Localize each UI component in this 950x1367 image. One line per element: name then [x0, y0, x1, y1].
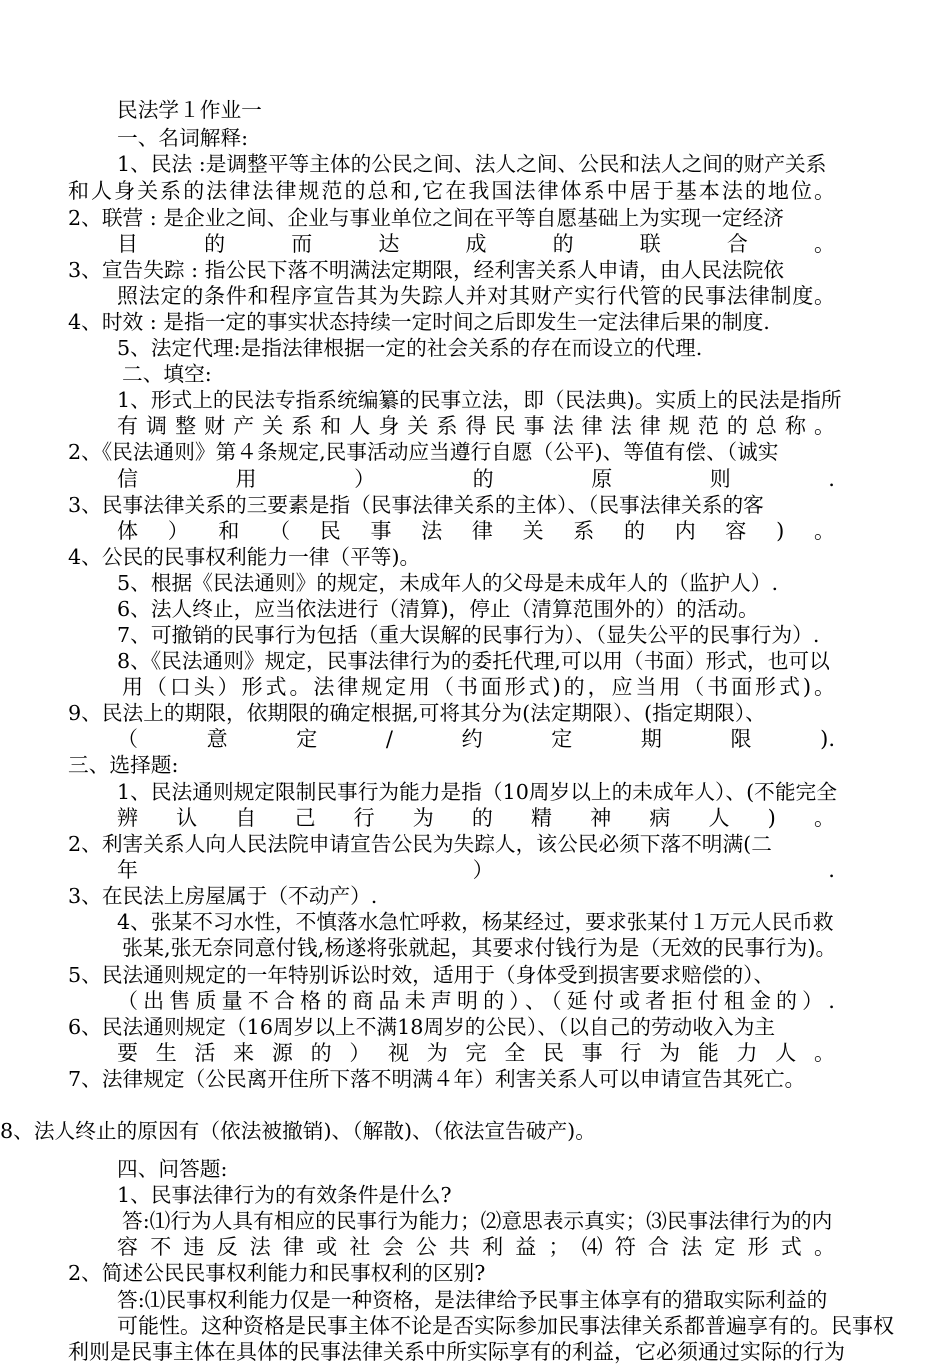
- text-line-content: 8、《民法通则》规定，民事法律行为的委托代理,可以用（书面）形式，也可以: [117, 649, 830, 673]
- text-line-content: 5、法定代理:是指法律根据一定的社会关系的存在而设立的代理.: [117, 336, 703, 360]
- text-line-content: 1、形式上的民法专指系统编纂的民事立法，即（民法典)。实质上的民法是指所: [117, 388, 842, 412]
- text-line-content: （出售质量不合格的商品未声明的）、（延付或者拒付租金的）.: [117, 989, 835, 1013]
- text-line: [0, 1182, 950, 1210]
- text-line: [0, 1014, 950, 1042]
- text-line: [0, 151, 950, 179]
- blank-line: [0, 1092, 950, 1120]
- text-line-content: 4、时效 : 是指一定的事实状态持续一定时间之后即发生一定法律后果的制度.: [68, 310, 770, 334]
- text-line-content: 信用）的原则.: [117, 467, 835, 491]
- text-line-content: 2、《民法通则》第４条规定,民事活动应当遵行自愿（公平)、等值有偿、（诚实: [68, 440, 779, 464]
- text-line: [0, 178, 950, 206]
- text-line: [0, 779, 950, 807]
- text-line-content: 8、法人终止的原因有（依法被撤销)、（解散)、（依法宣告破产)。: [0, 1119, 596, 1143]
- text-line-content: 1、民事法律行为的有效条件是什么?: [117, 1183, 452, 1207]
- text-line: [0, 492, 950, 520]
- text-line-content: 7、可撤销的民事行为包括（重大误解的民事行为）、（显失公平的民事行为）.: [117, 623, 820, 647]
- text-line: [0, 1208, 950, 1236]
- text-line: [0, 205, 950, 233]
- text-line: [0, 752, 950, 780]
- text-line-content: 5、根据《民法通则》的规定，未成年人的父母是未成年人的（监护人）.: [117, 571, 779, 595]
- text-line: [0, 726, 950, 754]
- text-line: [0, 648, 950, 676]
- text-line: [0, 439, 950, 467]
- text-line: [0, 596, 950, 624]
- text-line-content: 2、简述公民民事权利能力和民事权利的区别?: [68, 1261, 486, 1285]
- text-line-content: 四、问答题:: [117, 1157, 228, 1181]
- text-line: [0, 700, 950, 728]
- text-line: [0, 361, 950, 389]
- text-line-content: 3、宣告失踪 : 指公民下落不明满法定期限，经利害关系人申请，由人民法院依: [68, 258, 784, 282]
- text-line: [0, 1118, 950, 1146]
- text-line-content: 5、民法通则规定的一年特别诉讼时效，适用于（身体受到损害要求赔偿的）、: [68, 963, 775, 987]
- text-line-content: 要生活来源的）视为完全民事行为能力人。: [117, 1041, 835, 1065]
- text-line-content: 9、民法上的期限，依期限的确定根据,可将其分为(法定期限）、(指定期限）、: [68, 701, 766, 725]
- text-line: [0, 1287, 950, 1315]
- text-line-content: 2、利害关系人向人民法院申请宣告公民为失踪人，该公民必须下落不明满(二: [68, 832, 772, 856]
- text-line: [0, 988, 950, 1016]
- text-line-content: 容不违反法律或社会公共利益；⑷符合法定形式。: [117, 1235, 835, 1259]
- text-line-content: 一、名词解释:: [117, 126, 249, 150]
- text-line: [0, 909, 950, 937]
- document-title: 民法学１作业一: [117, 98, 262, 122]
- text-line: [0, 1313, 950, 1341]
- text-line: [0, 231, 950, 259]
- text-line: [0, 805, 950, 833]
- text-line: [0, 518, 950, 546]
- text-line-content: 3、民事法律关系的三要素是指（民事法律关系的主体）、（民事法律关系的客: [68, 493, 764, 517]
- text-line: [0, 622, 950, 650]
- text-line: [0, 857, 950, 885]
- text-line: [0, 335, 950, 363]
- text-line: [0, 570, 950, 598]
- text-line-content: 1、民法 :是调整平等主体的公民之间、法人之间、公民和法人之间的财产关系: [117, 152, 827, 176]
- text-line-content: 和人身关系的法律法律规范的总和,它在我国法律体系中居于基本法的地位。: [68, 179, 835, 203]
- text-line-content: 3、在民法上房屋属于（不动产）.: [68, 884, 378, 908]
- text-line-content: 4、公民的民事权利能力一律（平等)。: [68, 545, 421, 569]
- text-line-content: 照法定的条件和程序宣告其为失踪人并对其财产实行代管的民事法律制度。: [117, 284, 835, 308]
- text-line: [0, 1260, 950, 1288]
- text-line: [0, 387, 950, 415]
- text-line-content: 6、法人终止，应当依法进行（清算)，停止（清算范围外的）的活动。: [117, 597, 759, 621]
- text-line-content: 三、选择题:: [68, 753, 179, 777]
- text-line-content: 6、民法通则规定（16周岁以上不满18周岁的公民）、（以自己的劳动收入为主: [68, 1015, 776, 1039]
- text-line-content: 1、民法通则规定限制民事行为能力是指（10周岁以上的未成年人）、(不能完全: [117, 780, 837, 804]
- text-line: [0, 309, 950, 337]
- text-line-content: 体）和（民事法律关系的内容)。: [117, 519, 835, 543]
- text-line: [0, 935, 950, 963]
- text-line: [0, 283, 950, 311]
- text-line-content: （意定/约定期限).: [117, 727, 835, 751]
- text-line: [0, 1156, 950, 1184]
- text-line-content: 7、法律规定（公民离开住所下落不明满４年）利害关系人可以申请宣告其死亡。: [68, 1067, 806, 1091]
- text-line: [0, 413, 950, 441]
- text-line: [0, 544, 950, 572]
- text-line-content: 答:⑴民事权利能力仅是一种资格，是法律给予民事主体享有的猎取实际利益的: [117, 1288, 828, 1312]
- text-line-content: 利则是民事主体在具体的民事法律关系中所实际享有的利益，它必须通过实际的行为: [68, 1340, 845, 1364]
- text-line: [0, 466, 950, 494]
- text-line: [0, 831, 950, 859]
- text-line: [0, 1339, 950, 1367]
- text-line: [0, 1234, 950, 1262]
- text-line-content: 年）.: [117, 858, 835, 882]
- text-line-content: 有调整财产关系和人身关系得民事法律法律规范的总称。: [117, 414, 835, 438]
- text-line: [0, 962, 950, 990]
- text-line: [0, 125, 950, 153]
- text-line-content: 目的而达成的联合。: [117, 232, 835, 256]
- text-line: [0, 1040, 950, 1068]
- text-line-content: 张某,张无奈同意付钱,杨遂将张就起，其要求付钱行为是（无效的民事行为)。: [122, 936, 837, 960]
- text-line-content: 二、填空:: [122, 362, 212, 386]
- text-line-content: 辨认自己行为的精神病人)。: [117, 806, 835, 830]
- text-line: [0, 257, 950, 285]
- text-line-content: 2、联营 : 是企业之间、企业与事业单位之间在平等自愿基础上为实现一定经济: [68, 206, 784, 230]
- text-line-content: 答:⑴行为人具有相应的民事行为能力；⑵意思表示真实；⑶民事法律行为的内: [122, 1209, 833, 1233]
- text-line: [0, 1066, 950, 1094]
- text-line: [0, 883, 950, 911]
- text-line-content: 用（口头）形式。法律规定用（书面形式)的，应当用（书面形式)。: [122, 675, 835, 699]
- text-line-content: 4、张某不习水性，不慎落水急忙呼救，杨某经过，要求张某付１万元人民币救: [117, 910, 834, 934]
- text-line: [0, 674, 950, 702]
- text-line-content: 可能性。这种资格是民事主体不论是否实际参加民事法律关系都普遍享有的。民事权: [117, 1314, 894, 1338]
